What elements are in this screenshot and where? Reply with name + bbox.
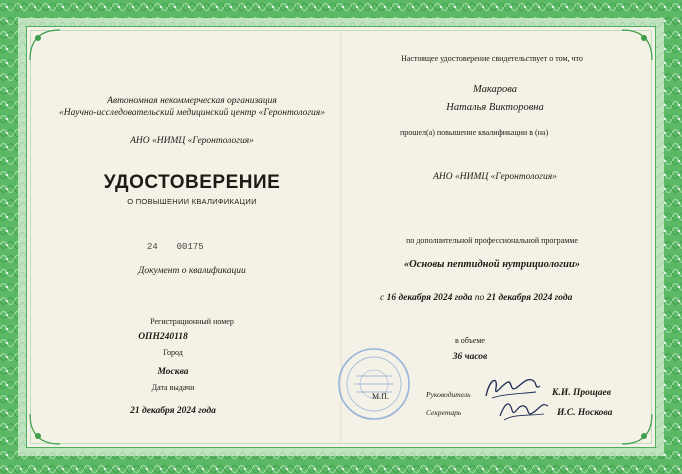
volume-value: 36 часов xyxy=(452,352,488,362)
city-label: Город xyxy=(163,348,183,357)
registration-number: ОПН240118 xyxy=(138,332,188,342)
passed-text: прошел(а) повышение квалификации в (на) xyxy=(400,128,549,137)
program-intro: по дополнительной профессиональной программе xyxy=(406,236,578,245)
org-name-line1: Автономная некоммерческая организация xyxy=(107,96,277,106)
registration-label: Регистрационный номер xyxy=(150,317,234,326)
stamp-place-label: М.П. xyxy=(372,392,389,401)
city-value: Москва xyxy=(157,367,189,377)
period-from-label: с xyxy=(380,293,385,303)
period-from: 16 декабря 2024 года xyxy=(386,293,473,303)
org-short-name: АНО «НИМЦ «Геронтология» xyxy=(130,136,254,146)
org-name-line2: «Научно-исследовательский медицинский центр «Геронтология» xyxy=(59,108,325,118)
volume-label: в объеме xyxy=(455,336,485,345)
serial-number xyxy=(147,242,204,252)
secretary-name: И.С. Носкова xyxy=(557,408,613,418)
secretary-label: Секретарь xyxy=(426,408,462,417)
period-to: 21 декабря 2024 года xyxy=(486,293,573,303)
holder-name: Наталья Викторовна xyxy=(446,102,544,113)
document-type: Документ о квалификации xyxy=(138,266,246,276)
official-stamp xyxy=(336,346,412,422)
document-subtitle: О ПОВЫШЕНИИ КВАЛИФИКАЦИИ xyxy=(127,197,257,206)
period-to-label: по xyxy=(474,293,485,303)
head-name: К.И. Прощаев xyxy=(552,388,611,398)
issue-date: 21 декабря 2024 года xyxy=(130,406,216,416)
holder-surname: Макарова xyxy=(473,84,517,95)
intro-text: Настоящее удостоверение свидетельствует о том, что xyxy=(401,54,583,63)
study-period xyxy=(380,293,572,303)
program-name: «Основы пептидной нутрициологии» xyxy=(403,259,581,270)
right-org-short-name: АНО «НИМЦ «Геронтология» xyxy=(433,172,557,182)
serial-digits: 00175 xyxy=(176,242,204,252)
serial-prefix: 24 xyxy=(147,242,158,252)
head-label: Руководитель xyxy=(426,390,471,399)
document-title: УДОСТОВЕРЕНИЕ xyxy=(103,172,281,193)
secretary-signature xyxy=(496,396,552,424)
issue-date-label: Дата выдачи xyxy=(151,383,195,392)
